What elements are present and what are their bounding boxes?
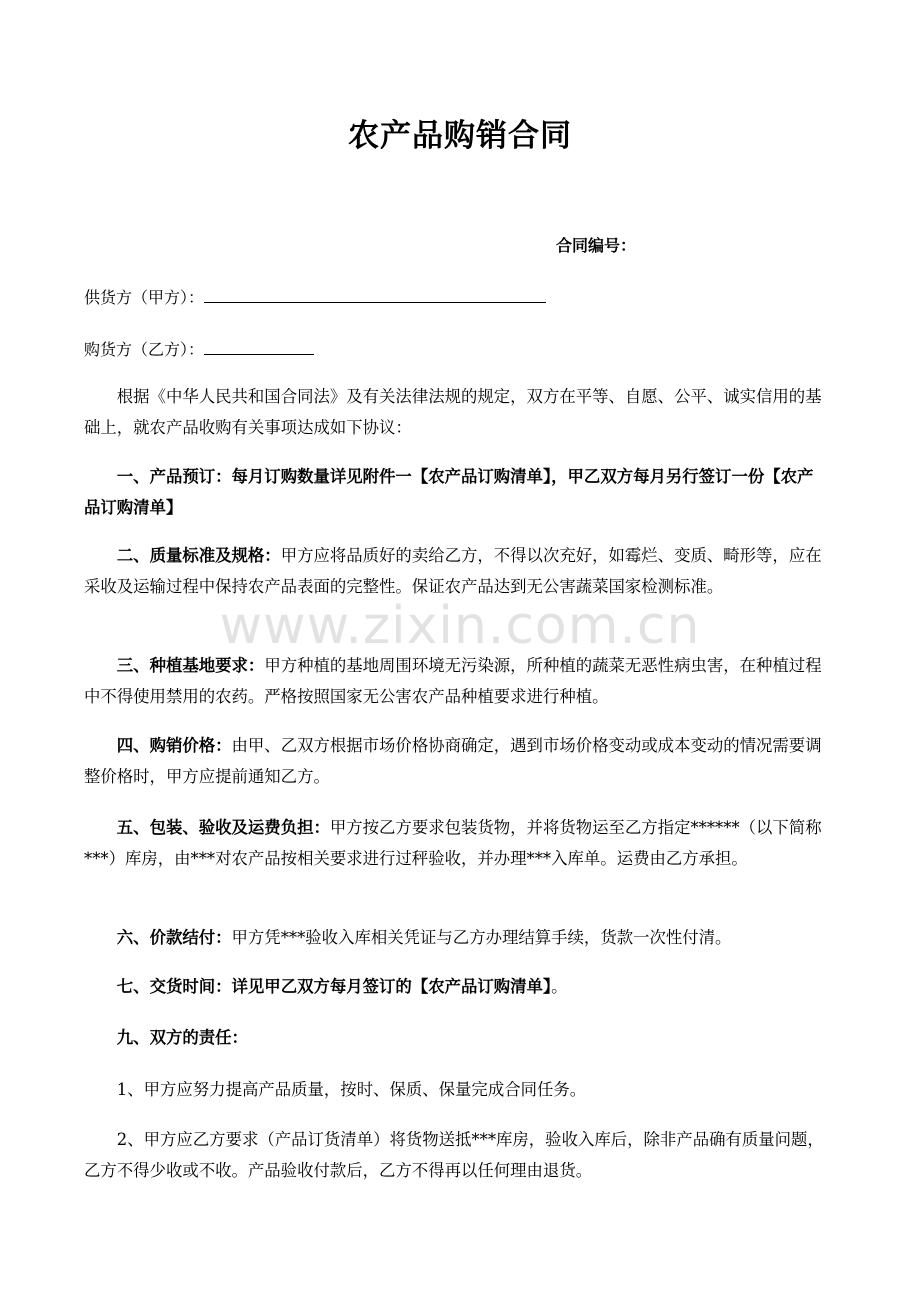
clause-5-body: 甲方按乙方要求包装货物，并将货物运至乙方指定******（以下简称***）库房，由***对农产品按相关要求进行过秤验收，并办理***入库单。运费由乙方承担。 bbox=[84, 818, 822, 868]
contract-number-label: 合同编号： bbox=[556, 236, 637, 255]
supplier-line bbox=[84, 286, 546, 309]
clause-5-packaging bbox=[84, 812, 828, 874]
clause-4-heading: 四、购销价格： bbox=[116, 736, 232, 755]
clause-2-heading: 二、质量标准及规格： bbox=[116, 546, 281, 565]
responsibility-1: 1、甲方应努力提高产品质量，按时、保质、保量完成合同任务。 bbox=[116, 1080, 587, 1099]
supplier-blank bbox=[204, 286, 546, 303]
clause-9-responsibilities: 九、双方的责任： bbox=[116, 1028, 248, 1047]
clause-3-planting-base bbox=[84, 650, 828, 712]
clause-5-heading: 五、包装、验收及运费负担： bbox=[116, 818, 330, 837]
clause-6-heading: 六、价款结付： bbox=[116, 928, 232, 947]
clause-7-delivery bbox=[84, 971, 828, 1002]
clause-3-heading: 三、种植基地要求： bbox=[116, 656, 265, 675]
clause-2-body: 甲方应将品质好的卖给乙方，不得以次充好，如霉烂、变质、畸形等，应在采收及运输过程中保持农产品表面的完整性。保证农产品达到无公害蔬菜国家检测标准。 bbox=[84, 546, 822, 596]
watermark: www.zixin.com.cn bbox=[219, 596, 701, 656]
buyer-line bbox=[84, 338, 314, 361]
buyer-label: 购货方（乙方）： bbox=[84, 340, 205, 359]
clause-7-tail: 。 bbox=[551, 977, 568, 996]
clause-4-body: 由甲、乙双方根据市场价格协商确定，遇到市场价格变动或成本变动的情况需要调整价格时，甲方应提前通知乙方。 bbox=[84, 736, 822, 786]
clause-3-body: 甲方种植的基地周围环境无污染源，所种植的蔬菜无恶性病虫害，在种植过程中不得使用禁用的农药。严格按照国家无公害农产品种植要求进行种植。 bbox=[84, 656, 822, 706]
supplier-label: 供货方（甲方）： bbox=[84, 288, 205, 307]
intro-paragraph: 根据《中华人民共和国合同法》及有关法律法规的规定，双方在平等、自愿、公平、诚实信用的基础上，就农产品收购有关事项达成如下协议： bbox=[84, 387, 822, 437]
clause-2-quality bbox=[84, 540, 828, 602]
clause-6-body: 甲方凭***验收入库相关凭证与乙方办理结算手续，货款一次性付清。 bbox=[231, 928, 732, 947]
clause-4-price bbox=[84, 730, 828, 792]
clause-1-product-order: 一、产品预订：每月订购数量详见附件一【农产品订购清单】，甲乙双方每月另行签订一份【农产品订购清单】 bbox=[84, 467, 814, 517]
clause-7-body: 详见甲乙双方每月签订的【农产品订购清单】 bbox=[231, 977, 552, 996]
clause-6-payment bbox=[84, 922, 828, 953]
buyer-blank bbox=[204, 338, 314, 355]
clause-7-heading: 七、交货时间： bbox=[116, 977, 232, 996]
responsibility-2: 2、甲方应乙方要求（产品订货清单）将货物送抵***库房，验收入库后，除非产品确有质量问题，乙方不得少收或不收。产品验收付款后，乙方不得再以任何理由退货。 bbox=[84, 1130, 824, 1180]
document-title: 农产品购销合同 bbox=[348, 118, 572, 154]
